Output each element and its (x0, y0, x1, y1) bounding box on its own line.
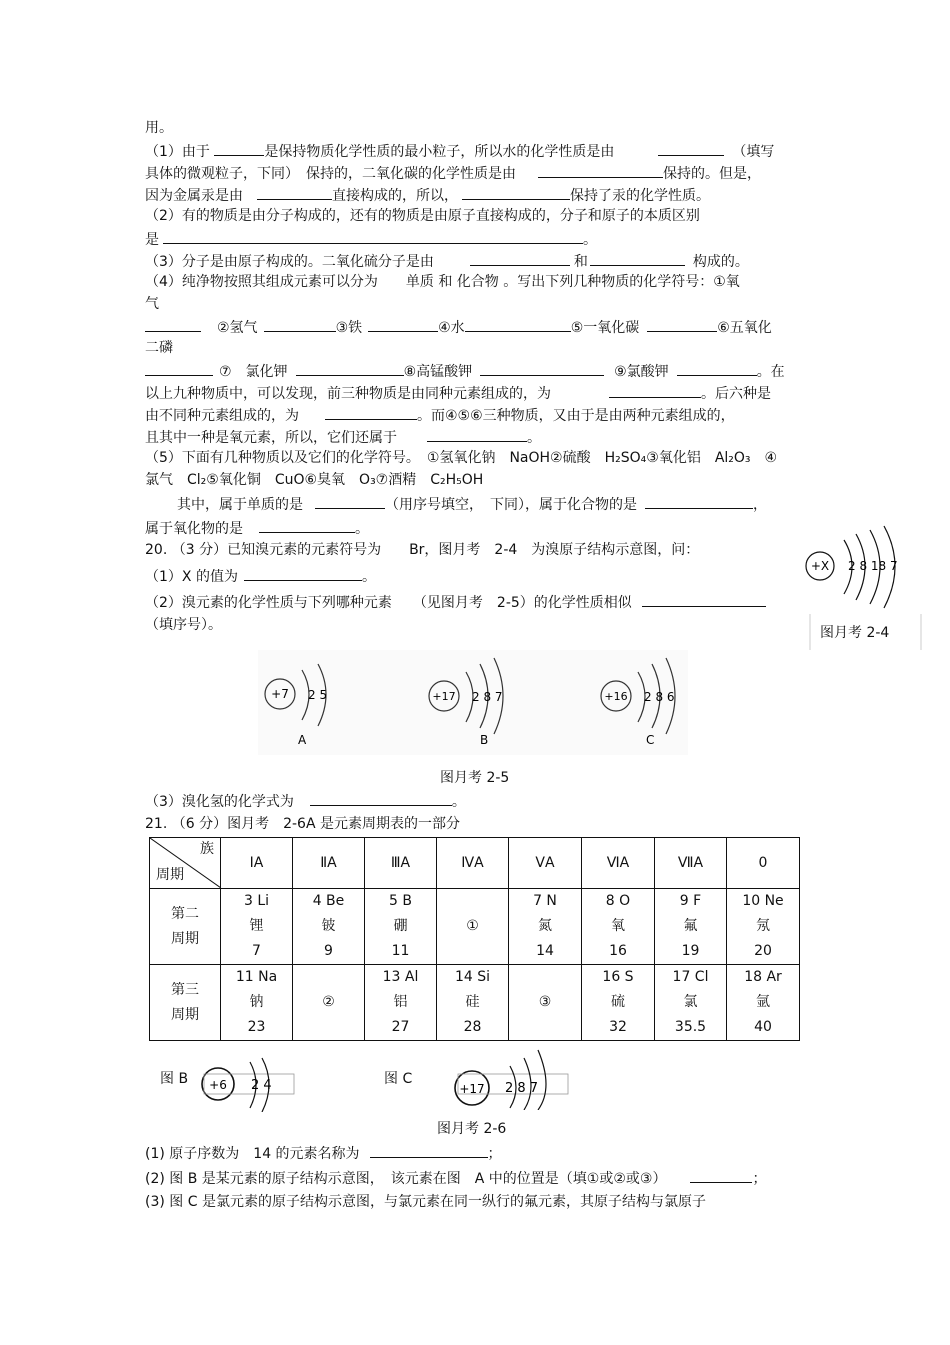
q19-part4-line2: 气 (145, 296, 159, 312)
q19-part1-line1: （1）由于 是保持物质化学性质的最小粒子，所以水的化学性质是由 （填写 (145, 141, 774, 161)
svg-text:+16: +16 (604, 690, 628, 703)
svg-text:2 4: 2 4 (251, 1078, 272, 1093)
figure-c-label: 图 C (384, 1071, 413, 1087)
q19-part4-line4: 二磷 (145, 340, 173, 356)
svg-text:2 8 7: 2 8 7 (472, 690, 503, 704)
q19-part4-line7: 由不同种元素组成的，为 。而④⑤⑥三种物质，又由于是由两种元素组成的， (145, 405, 735, 425)
q20-title: 20. （3 分）已知溴元素的元素符号为 Br，图月考 2-4 为溴原子结构示意图，问： (145, 542, 700, 558)
q20-part2-line2: （填序号）。 (145, 617, 222, 633)
element-cell: 18 Ar 氩 40 (727, 965, 800, 1041)
group-header: ⅠA (221, 838, 293, 889)
svg-text:+17: +17 (432, 690, 456, 703)
q19-part4-line3: ②氢气 ③铁 ④水 ⑤一氧化碳 ⑥五氧化 (145, 317, 772, 337)
q19-part1-line2: 具体的微观粒子，下同） 保持的，二氧化碳的化学性质是由 保持的。但是， (145, 163, 761, 183)
atom-diagrams-abc (258, 650, 688, 755)
element-cell: 10 Ne 氖 20 (727, 889, 800, 965)
svg-text:+6: +6 (209, 1078, 227, 1092)
blank-cell-3: ③ (509, 965, 582, 1041)
q21-part2: (2) 图 B 是某元素的原子结构示意图， 该元素在图 A 中的位置是（填①或②或③） ； (145, 1168, 766, 1188)
period-label: 第三 周期 (150, 965, 221, 1041)
element-cell: 17 Cl 氯 35.5 (655, 965, 727, 1041)
group-header: ⅦA (655, 838, 727, 889)
q20-part3: （3）溴化氢的化学式为 。 (145, 791, 466, 811)
element-cell: 4 Be 铍 9 (293, 889, 365, 965)
group-header: ⅣA (437, 838, 509, 889)
q19-part4-line6: 以上九种物质中，可以发现，前三种物质是由同种元素组成的，为 。后六种是 (145, 383, 771, 403)
figure-caption-2-4: 图月考 2-4 (820, 625, 890, 641)
figure-caption-2-6: 图月考 2-6 (437, 1121, 507, 1137)
svg-text:2 5: 2 5 (308, 688, 328, 702)
table-header-row (150, 838, 800, 889)
text-line: 用。 (145, 120, 173, 136)
figure-b-atom-diagram (198, 1052, 298, 1112)
q19-part5-line2: 氯气 Cl₂⑤氧化铜 CuO⑥臭氧 O₃⑦酒精 C₂H₅OH (145, 472, 484, 488)
svg-text:2 8 18 7: 2 8 18 7 (848, 559, 898, 573)
q21-part1: (1) 原子序数为 14 的元素名称为 ； (145, 1143, 502, 1163)
figure-b-label: 图 B (160, 1071, 189, 1087)
svg-text:C: C (646, 733, 655, 747)
svg-text:+7: +7 (271, 687, 289, 701)
q20-part2-line1: （2）溴元素的化学性质与下列哪种元素 （见图月考 2-5）的化学性质相似 (145, 592, 766, 612)
svg-text:B: B (480, 733, 489, 747)
table-row (150, 965, 800, 1041)
group-header: ⅤA (509, 838, 582, 889)
group-header: ⅢA (365, 838, 437, 889)
table-corner-cell: 族 周期 (150, 838, 221, 889)
q19-part5-line4: 属于氧化物的是 。 (145, 518, 369, 538)
q19-part4-line1: （4）纯净物按照其组成元素可以分为 单质 和 化合物 。写出下列几种物质的化学符号：①氧 (145, 274, 740, 290)
table-row (150, 889, 800, 965)
q19-part4-line5: ⑦ 氯化钾 ⑧高锰酸钾 ⑨氯酸钾 。在 (145, 361, 785, 381)
group-header: ⅡA (293, 838, 365, 889)
q21-part3: (3) 图 C 是氯元素的原子结构示意图，与氯元素在同一纵行的氟元素，其原子结构与氯原子 (145, 1194, 706, 1210)
periodic-table (149, 837, 800, 1041)
element-cell: 5 B 硼 11 (365, 889, 437, 965)
svg-text:A: A (298, 733, 307, 747)
figure-c-atom-diagram (450, 1046, 570, 1110)
blank-cell-2: ② (293, 965, 365, 1041)
q19-part3: （3）分子是由原子构成的。二氧化硫分子是由 和 构成的。 (145, 251, 749, 271)
element-cell: 13 Al 铝 27 (365, 965, 437, 1041)
element-cell: 3 Li 锂 7 (221, 889, 293, 965)
q19-part5-line1: （5）下面有几种物质以及它们的化学符号。 ①氢氧化钠 NaOH②硫酸 H₂SO₄③氧化铝 Al₂O₃ ④ (145, 450, 778, 466)
q19-part2-line1: （2）有的物质是由分子构成的，还有的物质是由原子直接构成的，分子和原子的本质区别 (145, 208, 700, 224)
q19-part1-line3: 因为金属汞是由 直接构成的，所以， 保持了汞的化学性质。 (145, 185, 710, 205)
element-cell: 7 N 氮 14 (509, 889, 582, 965)
group-header: ⅥA (582, 838, 655, 889)
q19-part2-line2: 是 。 (145, 229, 597, 249)
element-cell: 14 Si 硅 28 (437, 965, 509, 1041)
element-cell: 9 F 氟 19 (655, 889, 727, 965)
figure-caption-2-5: 图月考 2-5 (440, 770, 510, 786)
element-cell: 16 S 硫 32 (582, 965, 655, 1041)
q21-title: 21. （6 分）图月考 2-6A 是元素周期表的一部分 (145, 816, 460, 832)
q19-part4-line8: 且其中一种是氧元素，所以，它们还属于 。 (145, 427, 541, 447)
svg-text:+X: +X (810, 559, 830, 573)
group-header: 0 (727, 838, 800, 889)
period-label: 第二 周期 (150, 889, 221, 965)
q20-part1: （1）X 的值为 。 (145, 566, 376, 586)
element-cell: 11 Na 钠 23 (221, 965, 293, 1041)
svg-text:2 8 6: 2 8 6 (644, 690, 675, 704)
svg-text:+17: +17 (459, 1082, 485, 1096)
blank-cell-1: ① (437, 889, 509, 965)
element-cell: 8 O 氧 16 (582, 889, 655, 965)
svg-text:2 8 7: 2 8 7 (505, 1081, 539, 1096)
q19-part5-line3: 其中，属于单质的是 （用序号填空， 下同），属于化合物的是 ， (177, 494, 767, 514)
